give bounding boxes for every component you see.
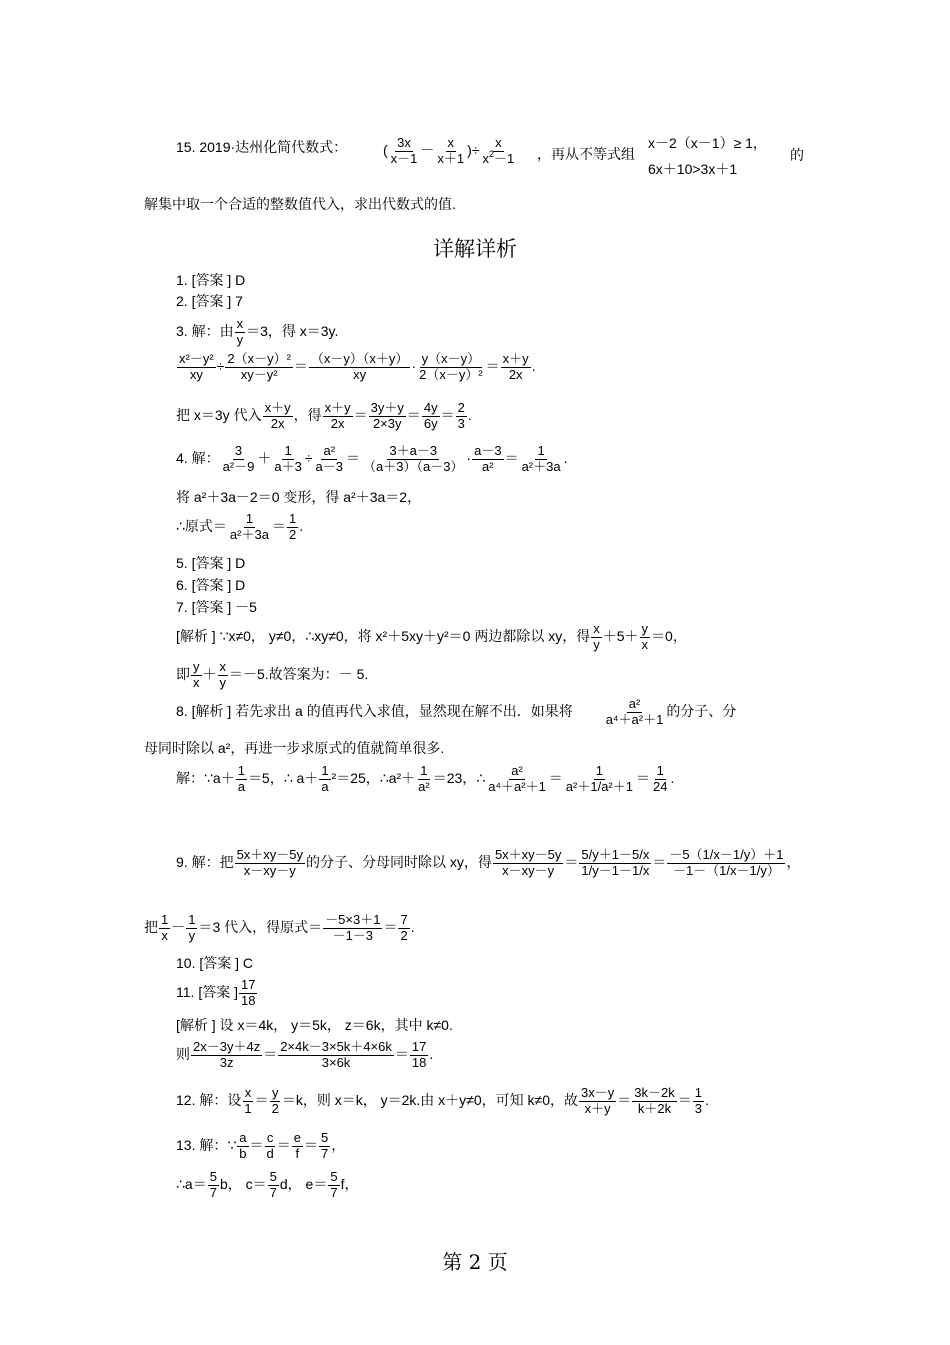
- answer-8-line3: 解：∵a＋ $\frac{1}{a}$ ＝5，∴ a＋ $\frac{1}{a}$ ²＝25，∴a²＋ $\frac{1}{\text{a²}}$ ＝23，∴ $\frac{\text{a²}}{\text{a⁴＋a²＋1}}$ ＝ $\frac{1}{\text{a²＋1/a²＋1}}$ ＝ $\frac{1}{24}$ .: [176, 763, 675, 794]
- answer-7-analysis: [解析 ] ∵x≠0， y≠0，∴xy≠0，将 x²＋5xy＋y²＝0 两边都除以 xy，得 $\frac{x}{y}$ ＋5＋ $\frac{y}{x}$ ＝0，: [176, 621, 687, 652]
- fraction: $\frac{x}{x+1}$: [437, 135, 465, 166]
- page-number: 第 2 页: [442, 1250, 508, 1274]
- fraction: $\frac{x}{x^2-1}$: [482, 135, 515, 166]
- answer-11-calc: 则 $\frac{2x-3y+4z}{3z}$ ＝ $\frac{2\times 4k-3\times 5k+4\times 6k}{3\times 6k}$ ＝ $\frac{17}{18}$ .: [176, 1039, 434, 1070]
- answer-9-line2: 把 $\frac{1}{x}$ － $\frac{1}{y}$ ＝3 代入，得原式＝ $\frac{-5\times 3+1}{-1-3}$ ＝ $\frac{7}{2}$ .: [144, 912, 415, 943]
- q15-inequality-1: x－2（x－1）≥ 1，: [648, 135, 767, 151]
- q15-mid: ，再从不等式组: [537, 146, 635, 162]
- answer-13-line1: 13. 解：∵ $\frac{a}{b}$ ＝ $\frac{c}{d}$ ＝ $\frac{e}{f}$ ＝ $\frac{5}{7}$ ，: [176, 1130, 346, 1161]
- answer-3-line3: 把 x＝3y 代入 $\frac{x+y}{2x}$ ，得 $\frac{x+y}{2x}$ ＝ $\frac{3y+y}{2\times 3y}$ ＝ $\frac{4y}{6y}$ ＝ $\frac{2}{3}$ .: [176, 400, 472, 431]
- answer-4-line2: 将 a²＋3a－2＝0 变形，得 a²＋3a＝2，: [176, 489, 422, 505]
- answer-7-conclusion: 即 $\frac{y}{x}$ ＋ $\frac{x}{y}$ ＝－5.故答案为：－ 5.: [176, 659, 369, 690]
- answer-11-analysis: [解析 ] 设 x＝4k， y＝5k， z＝6k，其中 k≠0.: [176, 1017, 453, 1033]
- answer-5: 5. [答案 ] D: [176, 555, 246, 571]
- answer-3-line1: 3. 解：由 $\frac{x}{y}$ ＝3，得 x＝3y.: [176, 316, 339, 347]
- answer-4-line3: ∴原式＝ $\frac{1}{\text{a²＋3a}}$ ＝ $\frac{1}{2}$ .: [176, 511, 304, 542]
- section-title: 详解详析: [433, 237, 517, 261]
- q15-line2: 解集中取一个合适的整数值代入，求出代数式的值.: [144, 196, 456, 212]
- q15-expression: ( $\frac{3x}{x-1}$ － $\frac{x}{x+1}$ )÷ $\frac{x}{x^2-1}$: [383, 135, 515, 166]
- answer-12: 12. 解：设 $\frac{x}{1}$ ＝ $\frac{y}{2}$ ＝k，则 x＝k， y＝2k.由 x＋y≠0，可知 k≠0，故 $\frac{3x-y}{x+y}$ ＝ $\frac{3k-2k}{k+2k}$ ＝ $\frac{1}{3}$ .: [176, 1085, 709, 1116]
- answer-2: 2. [答案 ] 7: [176, 293, 243, 309]
- answer-3-line2: $\frac{\text{x²－y²}}{xy}$ ÷ $\frac{\text{2（x－y）²}}{\text{xy－y²}}$ ＝ $\frac{(x-y)(x+y)}{xy}$ · $\frac{y(x-y)}{\text{2（x－y）²}}$ ＝ $\frac{x+y}{2x}$ .: [179, 351, 536, 382]
- answer-11: 11. [答案 ] $\frac{17}{18}$: [176, 977, 256, 1008]
- answer-1: 1. [答案 ] D: [176, 272, 246, 288]
- answer-4-line1: 4. 解： $\frac{3}{\text{a²－9}}$ ＋ $\frac{1}{a+3}$ ÷ $\frac{\text{a²}}{a-3}$ ＝ $\frac{3+a-3}{(a+3)(a-3)}$ · $\frac{a-3}{\text{a²}}$ ＝ $\frac{1}{\text{a²＋3a}}$ .: [176, 443, 568, 474]
- answer-10: 10. [答案 ] C: [176, 955, 254, 971]
- answer-9-line1: 9. 解：把 $\frac{5x+xy-5y}{x-xy-y}$ 的分子、分母同时除以 xy，得 $\frac{5x+xy-5y}{x-xy-y}$ ＝ $\frac{5/y+1-5/x}{1/y-1-1/x}$ ＝ $\frac{-5(1/x-1/y)+1}{-1-(1/x-1/y)}$ ，: [176, 847, 801, 878]
- q15-de: 的: [790, 147, 804, 163]
- answer-8-line2: 母同时除以 a²，再进一步求原式的值就简单很多.: [144, 740, 445, 756]
- answer-6: 6. [答案 ] D: [176, 577, 246, 593]
- q15-line1: 15. 2019·达州化简代数式：: [176, 139, 348, 155]
- q15-inequality-2: 6x＋10>3x＋1: [648, 161, 738, 177]
- answer-13-line2: ∴a＝ $\frac{5}{7}$ b， c＝ $\frac{5}{7}$ d， e＝ $\frac{5}{7}$ f，: [176, 1169, 359, 1200]
- answer-7: 7. [答案 ] －5: [176, 599, 257, 615]
- answer-8-line1: 8. [解析 ] 若先求出 a 的值再代入求值，显然现在解不出．如果将 $\frac{\text{a²}}{\text{a⁴＋a²＋1}}$ 的分子、分: [176, 696, 737, 727]
- fraction: $\frac{3x}{x-1}$: [390, 135, 418, 166]
